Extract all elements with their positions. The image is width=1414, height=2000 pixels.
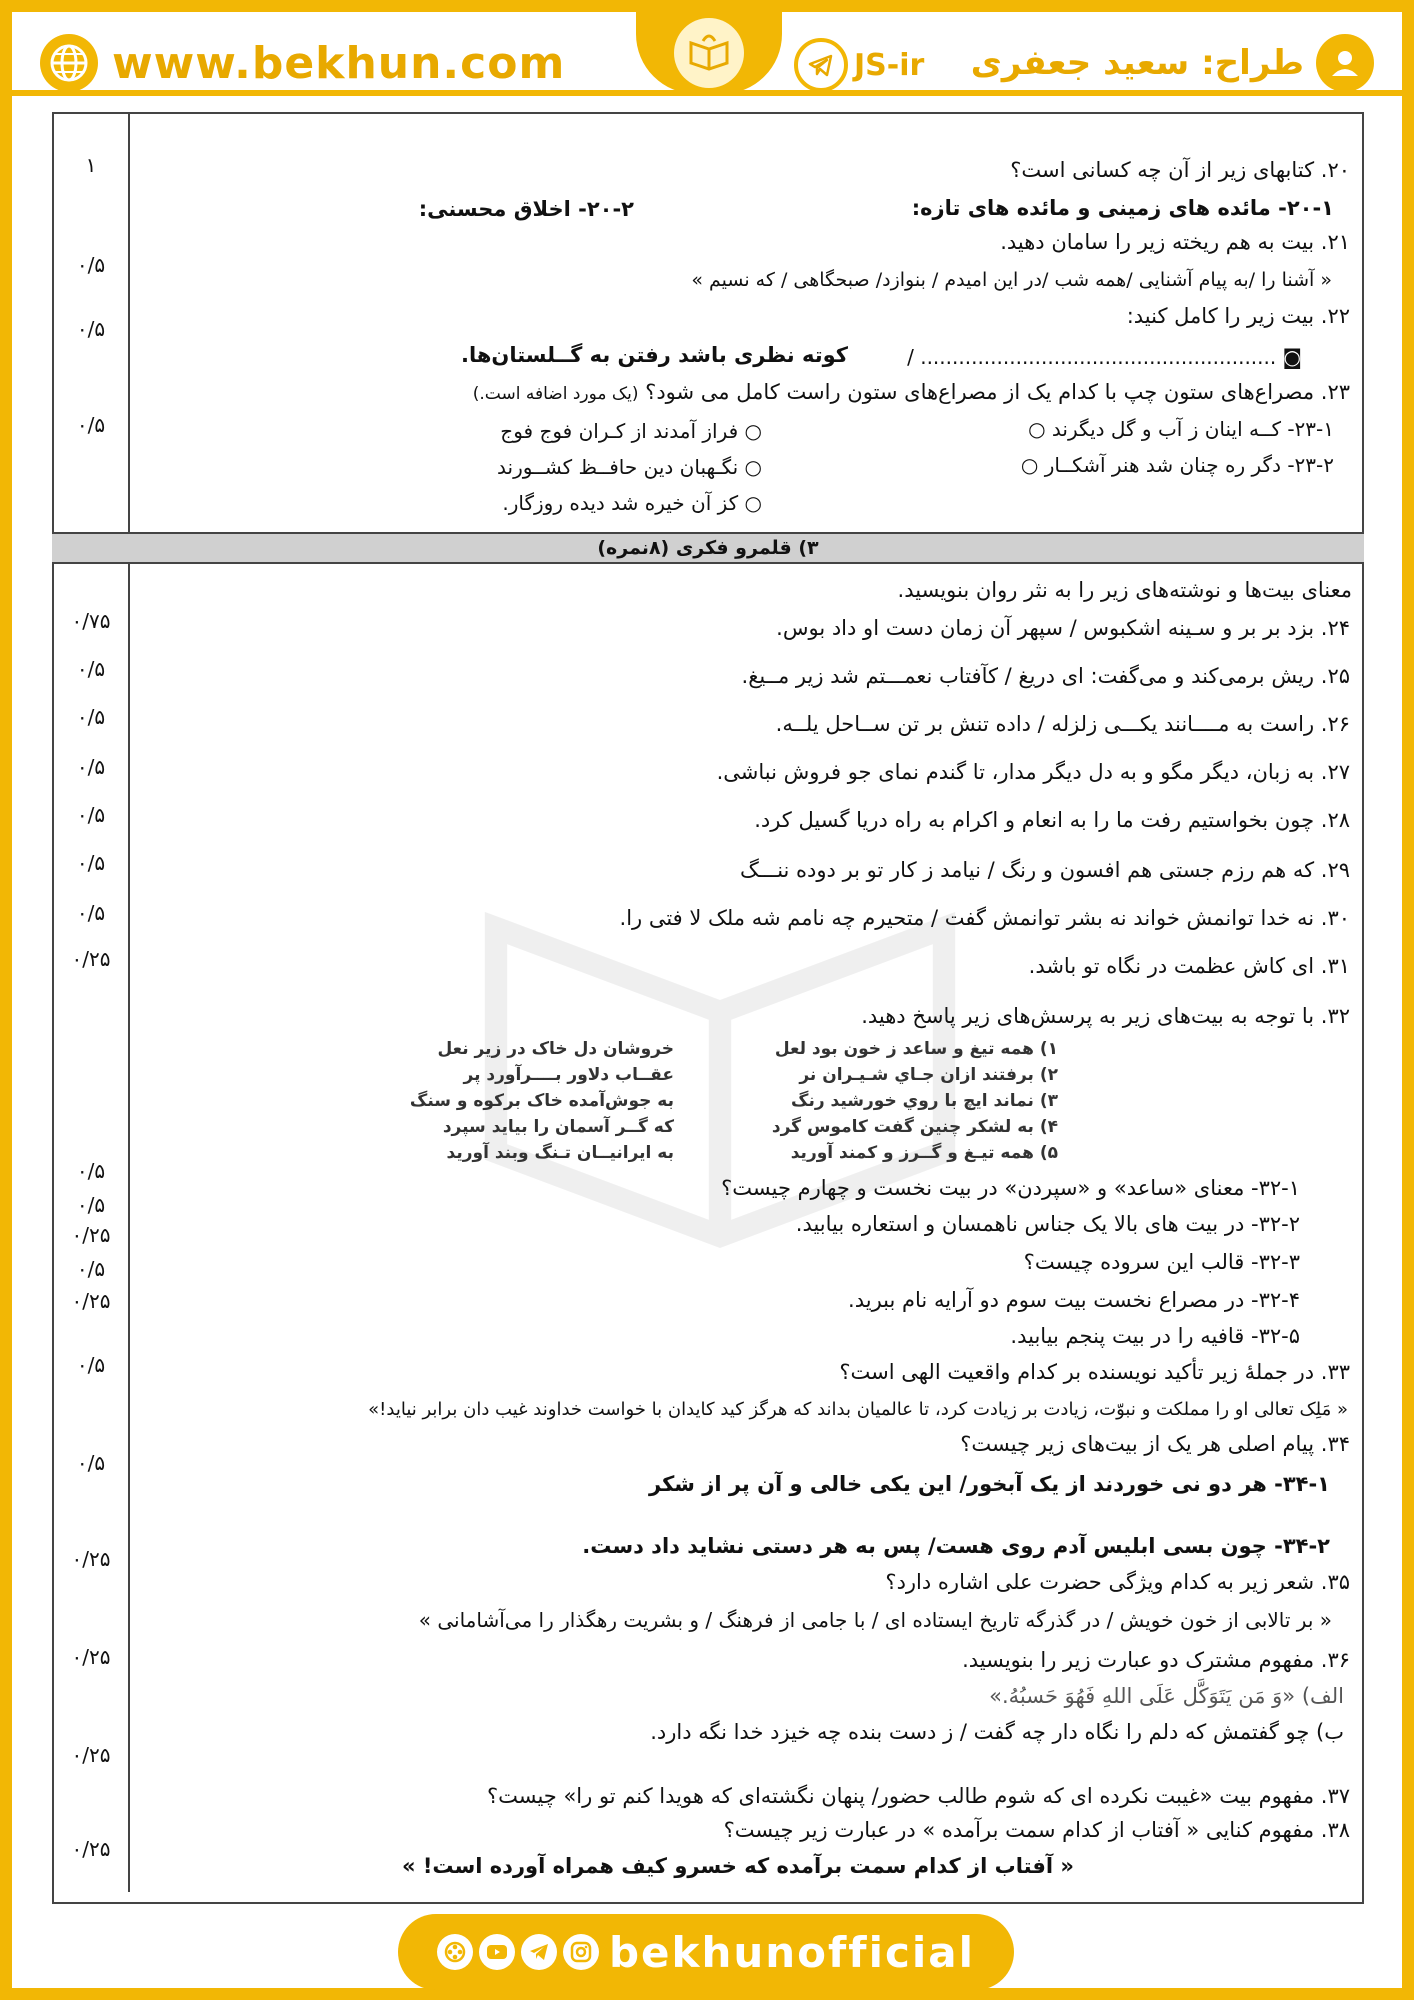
q33-text: ۳۳. در جملهٔ زیر تأکید نویسنده بر کدام واقعیت الهی است؟ [839, 1360, 1350, 1384]
q33-quote: « مَلِک تعالی او را مملکت و نبوّت، زیادت بر زیادت کرد، تا عالمیان بداند که هرگز کید کایدان با خواست خداوند غیب دان برابر نیاید!» [368, 1399, 1348, 1420]
q29-score: ۰/۵ [76, 851, 106, 875]
q32-poem-right-4: ۴) به لشکر چنین گفت کاموس گرد [771, 1117, 1058, 1137]
q24-text: ۲۴. بزد بر بر و سـینه اشکبوس / سپهر آن زمان دست او داد بوس. [776, 616, 1350, 640]
q32-poem-right-3: ۳) نماند ایچ با روي خورشید رنگ [791, 1091, 1058, 1111]
q32-poem-right-5: ۵) همه تیـغ و گــرز و کمند آورید [790, 1143, 1058, 1163]
q23-left-1: ○ فراز آمدند از کـران فوج فوج [500, 419, 762, 443]
q30-score: ۰/۵ [76, 901, 106, 925]
q22-text: ۲۲. بیت زیر را کامل کنید: [1126, 304, 1350, 328]
q32-sub-5-score: ۰/۲۵ [71, 1289, 111, 1313]
social-icons [437, 1934, 599, 1970]
section-3-header: ۳) قلمرو فکری (۸نمره) [52, 532, 1364, 564]
q36-text: ۳۶. مفهوم مشترک دو عبارت زیر را بنویسید. [962, 1648, 1350, 1672]
q23-left-2: ○ نگـهبان دین حافــظ کشــورند [497, 455, 762, 479]
score-column-divider [128, 112, 130, 1892]
q28-score: ۰/۵ [76, 803, 106, 827]
q23-text [473, 378, 1350, 408]
q32-poem-left-1: خروشان دل خاک در زیر نعل [437, 1039, 674, 1059]
q34-item-2-score: ۰/۲۵ [71, 1547, 111, 1571]
q22-verse: کوته نظری باشد رفتن به گــلستان‌ها. [460, 343, 848, 367]
q32-poem-left-5: به ایرانیــان تـنگ وبند آورید [446, 1143, 674, 1163]
q32-sub-2: ۳۲-۲- در بیت های بالا یک جناس ناهمسان و استعاره بیابید. [795, 1212, 1300, 1236]
q36-item-a: الف) «وَ مَن یَتَوَکَّل عَلَی اللهِ فَهُوَ حَسبُهُ.» [989, 1684, 1344, 1708]
social-handle: bekhunofficial [608, 1927, 975, 1977]
q34-item-1-score: ۰/۵ [76, 1451, 106, 1475]
site-url: www.bekhun.com [112, 37, 566, 89]
q37-text: ۳۷. مفهوم بیت «غیبت نکرده ای که شوم طالب حضور/ پنهان نگشته‌ای که هویدا کنم تو را» چیست؟ [486, 1784, 1350, 1808]
q37-score: ۰/۲۵ [71, 1837, 111, 1861]
q27-text: ۲۷. به زبان، دیگر مگو و به دل دیگر مدار، تا گندم نمای جو فروش نباشی. [716, 760, 1350, 784]
q33-score: ۰/۵ [76, 1353, 106, 1377]
website-link[interactable] [40, 34, 565, 92]
aparat-icon[interactable] [437, 1934, 473, 1970]
q32-sub-4-score: ۰/۵ [76, 1257, 106, 1281]
q22-score: ۰/۵ [76, 317, 106, 341]
youtube-icon[interactable] [479, 1934, 515, 1970]
q35-score: ۰/۲۵ [71, 1645, 111, 1669]
q21-score: ۰/۵ [76, 253, 106, 277]
q32-sub-1-score: ۰/۵ [76, 1159, 106, 1183]
q32-poem-right-2: ۲) برفتند ازان جـاي شـیـران نر [799, 1065, 1058, 1085]
telegram-link[interactable] [794, 38, 924, 92]
q32-poem-left-2: عقــاب دلاور بــــرآورد پر [463, 1065, 674, 1085]
instagram-icon[interactable] [563, 1934, 599, 1970]
q29-text: ۲۹. که هم رزم جستی هم افسون و رنگ / نیامد ز کار تو بر دوده ننـــگ [739, 858, 1350, 882]
header-divider [12, 90, 1402, 96]
telegram-icon [794, 38, 848, 92]
q32-sub-4: ۳۲-۴- در مصراع نخست بیت سوم دو آرایه نام ببرید. [848, 1288, 1300, 1312]
q32-sub-2-score: ۰/۵ [76, 1193, 106, 1217]
q36-score: ۰/۲۵ [71, 1743, 111, 1767]
q20-item-1: ۲۰-۱- مائده های زمینی و مائده های تازه: [911, 196, 1334, 220]
q20-score: ۱ [85, 153, 97, 177]
q24-score: ۰/۷۵ [71, 609, 111, 633]
q23-score: ۰/۵ [76, 413, 106, 437]
user-icon [1316, 34, 1374, 92]
globe-icon [40, 34, 98, 92]
q23-note: (یک مورد اضافه است.) [472, 384, 639, 404]
q31-score: ۰/۲۵ [71, 947, 111, 971]
q26-text: ۲۶. راست به مــــانند یکـــی زلزله / داده تنش بر تن ســاحل یلــه. [775, 712, 1350, 736]
book-logo-icon [674, 18, 744, 88]
q30-text: ۳۰. نه خدا توانمش خواند نه بشر توانمش گفت / متحیرم چه نامم شه ملک لا فتی را. [619, 906, 1350, 930]
q25-score: ۰/۵ [76, 657, 106, 681]
q32-poem-right-1: ۱) همه تیغ و ساعد ز خون بود لعل [774, 1039, 1058, 1059]
q35-quote: « بر تالابی از خون خویش / در گذرگه تاریخ ایستاده ای / با جامی از فرهنگ / و بشریت رهگذار را می‌آشامانی » [418, 1608, 1332, 1632]
q26-score: ۰/۵ [76, 705, 106, 729]
q23-right-1: ۲۳-۱- کــه اینان ز آب و گل دیگرند ○ [1028, 417, 1334, 441]
q32-text: ۳۲. با توجه به بیت‌های زیر به پرسش‌های زیر پاسخ دهید. [861, 1004, 1350, 1028]
q32-poem-left-3: به جوش‌آمده خاک برکوه و سنگ [409, 1091, 674, 1111]
q38-text: ۳۸. مفهوم کنایی « آفتاب از کدام سمت برآمده » در عبارت زیر چیست؟ [723, 1818, 1350, 1842]
q31-text: ۳۱. ای کاش عظمت در نگاه تو باشد. [1028, 954, 1350, 978]
q34-item-1: ۳۴-۱- هر دو نی خوردند از یک آبخور/ این یکی خالی و آن پر از شکر [649, 1472, 1330, 1496]
q36-item-b: ب) چو گفتمش که دلم را نگاه دار چه گفت / ز دست بنده چه خیزد خدا نگه دارد. [650, 1720, 1344, 1744]
designer-name: طراح: سعید جعفری [970, 43, 1304, 83]
q32-poem-left-4: که گــر آسمان را بیاید سپرد [442, 1117, 674, 1137]
q21-text: ۲۱. بیت به هم ریخته زیر را سامان دهید. [1000, 230, 1350, 254]
q20-text: ۲۰. کتابهای زیر از آن چه کسانی است؟ [1010, 158, 1350, 182]
q38-quote: « آفتاب از کدام سمت برآمده که خسرو کیف همراه آورده است! » [401, 1854, 1074, 1878]
q22-blank: ◙ ........................................................ / [907, 345, 1302, 369]
q21-line: « آشنا را /به پیام آشنایی /همه شب /در این امیدم / بنوازد/ صبحگاهی / که نسیم » [691, 269, 1332, 291]
q20-item-2: ۲۰-۲- اخلاق محسنی: [418, 197, 634, 221]
telegram-icon[interactable] [521, 1934, 557, 1970]
q23-right-2: ۲۳-۲- دگر ره چنان شد هنر آشکــار ○ [1020, 453, 1334, 477]
telegram-handle: JS-ir [854, 47, 925, 83]
section-3-intro: معنای بیت‌ها و نوشته‌های زیر را به نثر روان بنویسید. [897, 578, 1352, 602]
q34-item-2: ۳۴-۲- چون بسی ابلیس آدم روی هست/ پس به هر دستی نشاید داد دست. [582, 1534, 1330, 1558]
q32-sub-3-score: ۰/۲۵ [71, 1223, 111, 1247]
q35-text: ۳۵. شعر زیر به کدام ویژگی حضرت علی اشاره دارد؟ [885, 1570, 1350, 1594]
footer-social-bar[interactable] [398, 1914, 1014, 1990]
q23-question: ۲۳. مصراع‌های ستون چپ با کدام یک از مصراع‌های ستون راست کامل می شود؟ [645, 380, 1350, 404]
q28-text: ۲۸. چون بخواستیم رفت ما را به انعام و اکرام به راه دریا گسیل کرد. [754, 808, 1350, 832]
q25-text: ۲۵. ریش برمی‌کند و می‌گفت: ای دریغ / کآفتاب نعمـــتم شد زیر مــیغ. [741, 664, 1350, 688]
q32-sub-3: ۳۲-۳- قالب این سروده چیست؟ [1023, 1250, 1300, 1274]
designer-credit [971, 34, 1374, 92]
q32-sub-5: ۳۲-۵- قافیه را در بیت پنجم بیابید. [1010, 1324, 1300, 1348]
q32-sub-1: ۳۲-۱- معنای «ساعد» و «سپردن» در بیت نخست و چهارم چیست؟ [721, 1176, 1300, 1200]
q34-text: ۳۴. پیام اصلی هر یک از بیت‌های زیر چیست؟ [960, 1432, 1350, 1456]
q23-left-3: ○ کز آن خیره شد دیده روزگار. [502, 491, 762, 515]
q27-score: ۰/۵ [76, 755, 106, 779]
